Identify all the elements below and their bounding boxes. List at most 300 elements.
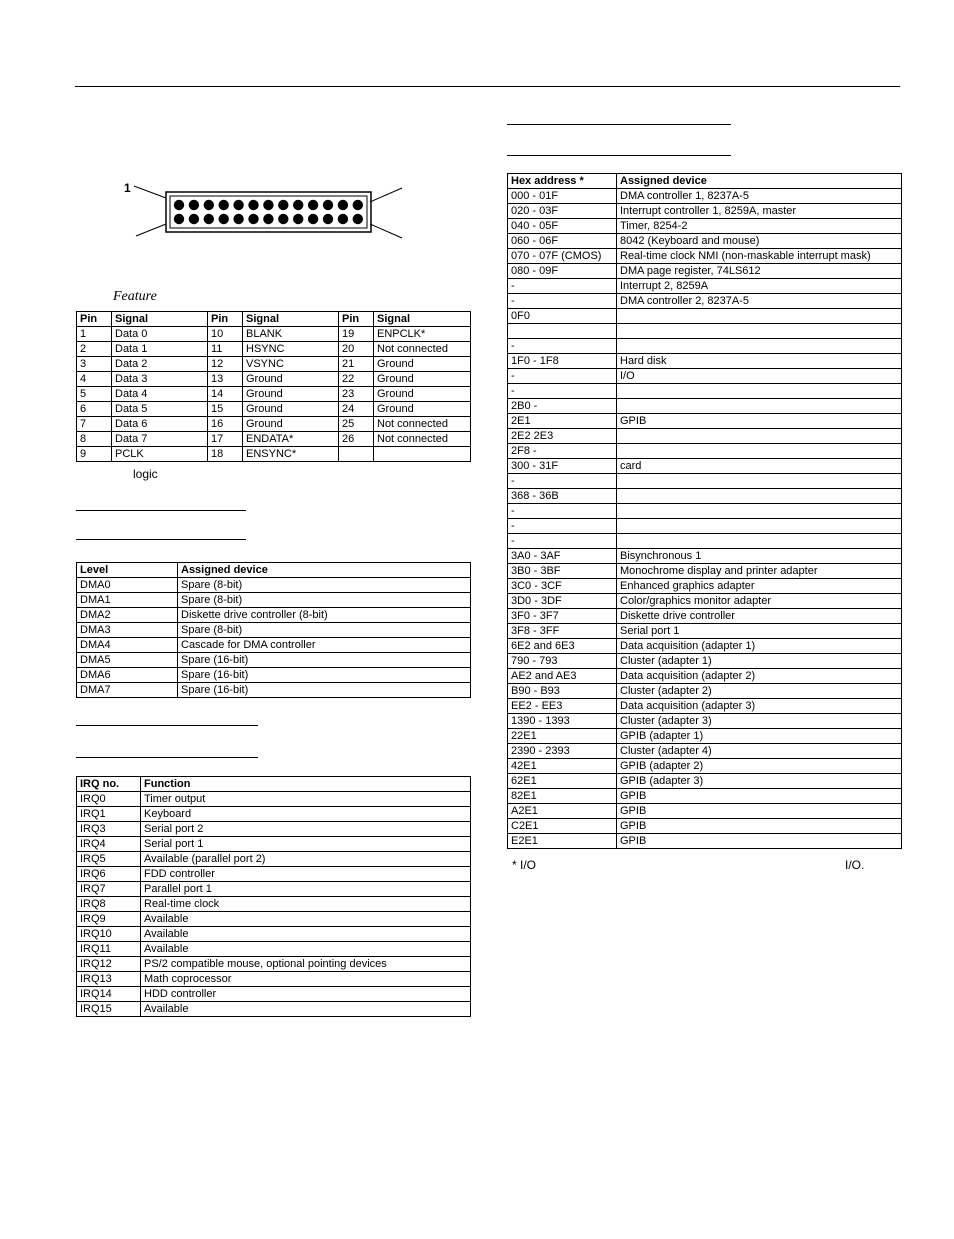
irq-cell: PS/2 compatible mouse, optional pointing devices	[141, 957, 471, 972]
table-row	[77, 1002, 471, 1017]
feature-cell: 16	[208, 417, 243, 432]
table-row	[508, 819, 902, 834]
io-cell: Data acquisition (adapter 1)	[617, 639, 902, 654]
io-cell: 000 - 01F	[508, 189, 617, 204]
table-row	[77, 927, 471, 942]
io-cell: GPIB (adapter 1)	[617, 729, 902, 744]
io-cell: Data acquisition (adapter 3)	[617, 699, 902, 714]
connector-pin	[293, 200, 303, 210]
io-cell: -	[508, 474, 617, 489]
io-cell: Interrupt 2, 8259A	[617, 279, 902, 294]
feature-header-row	[77, 312, 471, 327]
io-cell: 2E2 2E3	[508, 429, 617, 444]
feature-header-2: Pin	[208, 312, 243, 327]
io-cell: 3A0 - 3AF	[508, 549, 617, 564]
connector-pin	[338, 200, 348, 210]
table-row	[508, 249, 902, 264]
io-cell: DMA controller 2, 8237A-5	[617, 294, 902, 309]
io-cell	[617, 309, 902, 324]
io-cell: A2E1	[508, 804, 617, 819]
connector-pin	[204, 214, 214, 224]
io-cell: I/O	[617, 369, 902, 384]
dma-cell: DMA7	[77, 683, 178, 698]
table-row	[508, 804, 902, 819]
io-cell: -	[508, 519, 617, 534]
feature-cell: Data 7	[112, 432, 208, 447]
feature-cell: Ground	[243, 402, 339, 417]
table-row	[77, 608, 471, 623]
feature-cell: VSYNC	[243, 357, 339, 372]
feature-cell: 9	[77, 447, 112, 462]
dma-cell: DMA3	[77, 623, 178, 638]
irq-cell: Timer output	[141, 792, 471, 807]
connector-pin	[323, 214, 333, 224]
io-cell: E2E1	[508, 834, 617, 849]
table-row	[77, 357, 471, 372]
irq-cell: Available (parallel port 2)	[141, 852, 471, 867]
dma-cell: Spare (8-bit)	[178, 578, 471, 593]
feature-cell: 12	[208, 357, 243, 372]
dma-table	[76, 562, 471, 698]
connector-pin	[338, 214, 348, 224]
dma-cell: DMA4	[77, 638, 178, 653]
table-row	[508, 369, 902, 384]
io-cell: GPIB	[617, 804, 902, 819]
feature-cell: Data 2	[112, 357, 208, 372]
feature-cell: 7	[77, 417, 112, 432]
table-row	[508, 399, 902, 414]
table-row	[508, 339, 902, 354]
io-cell: Bisynchronous 1	[617, 549, 902, 564]
feature-cell: 1	[77, 327, 112, 342]
feature-cell: 6	[77, 402, 112, 417]
table-row	[77, 792, 471, 807]
table-row	[508, 669, 902, 684]
io-cell: DMA page register, 74LS612	[617, 264, 902, 279]
table-row	[508, 474, 902, 489]
feature-cell: 22	[339, 372, 374, 387]
feature-cell: 8	[77, 432, 112, 447]
connector-pin	[233, 200, 243, 210]
table-row	[77, 342, 471, 357]
table-row	[77, 867, 471, 882]
io-cell: 300 - 31F	[508, 459, 617, 474]
feature-cell: ENSYNC*	[243, 447, 339, 462]
irq-cell: IRQ12	[77, 957, 141, 972]
connector-pin	[308, 214, 318, 224]
table-row	[508, 324, 902, 339]
feature-cell: 5	[77, 387, 112, 402]
connector-pin	[278, 200, 288, 210]
feature-cell: Not connected	[374, 342, 471, 357]
table-row	[508, 729, 902, 744]
io-cell: 1F0 - 1F8	[508, 354, 617, 369]
table-row	[77, 327, 471, 342]
io-table	[507, 173, 902, 849]
feature-footnote: logic	[133, 467, 158, 481]
feature-cell: Ground	[374, 372, 471, 387]
io-cell: Monochrome display and printer adapter	[617, 564, 902, 579]
connector-pin	[248, 200, 258, 210]
feature-cell: Ground	[374, 402, 471, 417]
io-cell	[617, 519, 902, 534]
irq-cell: IRQ3	[77, 822, 141, 837]
io-header-row	[508, 174, 902, 189]
io-cell: 3B0 - 3BF	[508, 564, 617, 579]
feature-cell: 18	[208, 447, 243, 462]
irq-cell: IRQ10	[77, 927, 141, 942]
io-footnote-left: * I/O	[512, 858, 537, 872]
table-row	[508, 204, 902, 219]
io-cell: AE2 and AE3	[508, 669, 617, 684]
irq-cell: IRQ13	[77, 972, 141, 987]
dma-title-rule-2	[76, 539, 246, 540]
connector-pin	[233, 214, 243, 224]
table-row	[508, 234, 902, 249]
header-rule	[75, 86, 900, 87]
irq-table	[76, 776, 471, 1017]
io-cell: 790 - 793	[508, 654, 617, 669]
table-row	[77, 578, 471, 593]
irq-cell: IRQ5	[77, 852, 141, 867]
table-row	[508, 774, 902, 789]
irq-cell: IRQ8	[77, 897, 141, 912]
table-row	[77, 623, 471, 638]
table-row	[77, 897, 471, 912]
io-cell: GPIB (adapter 2)	[617, 759, 902, 774]
feature-cell: Data 5	[112, 402, 208, 417]
io-cell: Hard disk	[617, 354, 902, 369]
feature-cell: 25	[339, 417, 374, 432]
io-cell: Real-time clock NMI (non-maskable interrupt mask)	[617, 249, 902, 264]
irq-header-0: IRQ no.	[77, 777, 141, 792]
table-row	[508, 384, 902, 399]
table-row	[508, 519, 902, 534]
feature-cell: Ground	[374, 357, 471, 372]
table-row	[77, 837, 471, 852]
feature-cell: Data 4	[112, 387, 208, 402]
io-cell: Interrupt controller 1, 8259A, master	[617, 204, 902, 219]
io-cell: Cluster (adapter 1)	[617, 654, 902, 669]
io-header-0: Hex address *	[508, 174, 617, 189]
io-cell: 2F8 -	[508, 444, 617, 459]
feature-cell: Ground	[243, 372, 339, 387]
irq-cell: IRQ9	[77, 912, 141, 927]
connector-pin	[293, 214, 303, 224]
io-cell: GPIB (adapter 3)	[617, 774, 902, 789]
feature-cell: Data 0	[112, 327, 208, 342]
irq-cell: IRQ14	[77, 987, 141, 1002]
feature-cell: Not connected	[374, 417, 471, 432]
io-cell: 368 - 36B	[508, 489, 617, 504]
io-cell: 020 - 03F	[508, 204, 617, 219]
feature-cell	[374, 447, 471, 462]
connector-pin	[219, 200, 229, 210]
table-row	[77, 653, 471, 668]
connector-pin	[219, 214, 229, 224]
connector-pin	[174, 200, 184, 210]
connector-pin	[278, 214, 288, 224]
io-cell: Serial port 1	[617, 624, 902, 639]
pin-1-label: 1	[124, 181, 131, 195]
table-row	[508, 579, 902, 594]
io-cell: 82E1	[508, 789, 617, 804]
table-row	[508, 609, 902, 624]
connector-pin	[189, 214, 199, 224]
io-cell: -	[508, 369, 617, 384]
connector-pin	[323, 200, 333, 210]
dma-cell: DMA5	[77, 653, 178, 668]
table-row	[508, 459, 902, 474]
irq-cell: IRQ11	[77, 942, 141, 957]
table-row	[508, 624, 902, 639]
io-cell	[617, 504, 902, 519]
io-cell: GPIB	[617, 819, 902, 834]
feature-header-5: Signal	[374, 312, 471, 327]
io-cell: B90 - B93	[508, 684, 617, 699]
io-cell: -	[508, 384, 617, 399]
table-row	[508, 654, 902, 669]
dma-header-row	[77, 563, 471, 578]
table-row	[77, 593, 471, 608]
io-title-rule-1	[507, 124, 731, 125]
table-row	[508, 429, 902, 444]
io-cell	[617, 339, 902, 354]
irq-cell: Serial port 2	[141, 822, 471, 837]
feature-cell: 10	[208, 327, 243, 342]
connector-pin	[174, 214, 184, 224]
dma-cell: DMA0	[77, 578, 178, 593]
irq-cell: Parallel port 1	[141, 882, 471, 897]
irq-cell: IRQ7	[77, 882, 141, 897]
table-row	[77, 987, 471, 1002]
io-cell: EE2 - EE3	[508, 699, 617, 714]
io-cell	[617, 474, 902, 489]
table-row	[77, 447, 471, 462]
table-row	[508, 759, 902, 774]
feature-cell: 17	[208, 432, 243, 447]
feature-header-0: Pin	[77, 312, 112, 327]
feature-cell: Data 3	[112, 372, 208, 387]
io-cell: C2E1	[508, 819, 617, 834]
feature-cell: HSYNC	[243, 342, 339, 357]
irq-cell: Keyboard	[141, 807, 471, 822]
dma-cell: Spare (16-bit)	[178, 683, 471, 698]
feature-cell: ENDATA*	[243, 432, 339, 447]
io-cell: DMA controller 1, 8237A-5	[617, 189, 902, 204]
dma-title-rule-1	[76, 510, 246, 511]
io-cell	[617, 534, 902, 549]
table-row	[77, 912, 471, 927]
table-row	[77, 432, 471, 447]
io-cell: card	[617, 459, 902, 474]
io-cell	[617, 384, 902, 399]
io-cell	[617, 399, 902, 414]
irq-cell: Available	[141, 942, 471, 957]
table-row	[508, 219, 902, 234]
io-cell: 8042 (Keyboard and mouse)	[617, 234, 902, 249]
io-cell: 0F0	[508, 309, 617, 324]
irq-cell: Available	[141, 1002, 471, 1017]
table-row	[508, 744, 902, 759]
feature-cell: Ground	[243, 417, 339, 432]
table-row	[508, 489, 902, 504]
io-cell: Enhanced graphics adapter	[617, 579, 902, 594]
io-cell	[617, 444, 902, 459]
io-cell: -	[508, 294, 617, 309]
irq-title-rule-2	[76, 757, 258, 758]
io-cell: GPIB	[617, 834, 902, 849]
irq-cell: IRQ6	[77, 867, 141, 882]
feature-cell: BLANK	[243, 327, 339, 342]
feature-cell: Not connected	[374, 432, 471, 447]
feature-caption: Feature	[113, 289, 157, 304]
table-row	[508, 504, 902, 519]
feature-cell: PCLK	[112, 447, 208, 462]
table-row	[77, 882, 471, 897]
feature-cell: 24	[339, 402, 374, 417]
table-row	[77, 852, 471, 867]
feature-cell: Data 1	[112, 342, 208, 357]
io-cell: 6E2 and 6E3	[508, 639, 617, 654]
feature-cell: 3	[77, 357, 112, 372]
table-row	[77, 957, 471, 972]
irq-header-row	[77, 777, 471, 792]
irq-title-rule-1	[76, 725, 258, 726]
connector-pin	[263, 200, 273, 210]
irq-cell: IRQ4	[77, 837, 141, 852]
dma-cell: Spare (16-bit)	[178, 653, 471, 668]
table-row	[508, 309, 902, 324]
io-title-rule-2	[507, 155, 731, 156]
dma-cell: DMA2	[77, 608, 178, 623]
table-row	[508, 684, 902, 699]
irq-cell: Available	[141, 927, 471, 942]
feature-cell: 20	[339, 342, 374, 357]
feature-cell: 23	[339, 387, 374, 402]
table-row	[508, 534, 902, 549]
dma-cell: Diskette drive controller (8-bit)	[178, 608, 471, 623]
table-row	[508, 279, 902, 294]
table-row	[508, 414, 902, 429]
io-cell: 1390 - 1393	[508, 714, 617, 729]
feature-cell: 19	[339, 327, 374, 342]
table-row	[508, 564, 902, 579]
dma-header-1: Assigned device	[178, 563, 471, 578]
io-cell: 62E1	[508, 774, 617, 789]
io-cell: 3C0 - 3CF	[508, 579, 617, 594]
table-row	[77, 668, 471, 683]
table-row	[77, 638, 471, 653]
io-cell: 080 - 09F	[508, 264, 617, 279]
table-row	[77, 372, 471, 387]
table-row	[77, 972, 471, 987]
irq-cell: Math coprocessor	[141, 972, 471, 987]
connector-diagram	[130, 180, 410, 240]
feature-table	[76, 311, 471, 462]
io-cell: -	[508, 534, 617, 549]
io-cell: 42E1	[508, 759, 617, 774]
table-row	[508, 189, 902, 204]
io-cell	[617, 429, 902, 444]
connector-pin	[353, 214, 363, 224]
connector-pin	[263, 214, 273, 224]
io-cell	[617, 489, 902, 504]
io-cell: 040 - 05F	[508, 219, 617, 234]
irq-header-1: Function	[141, 777, 471, 792]
dma-cell: Spare (8-bit)	[178, 593, 471, 608]
dma-header-0: Level	[77, 563, 178, 578]
irq-cell: FDD controller	[141, 867, 471, 882]
connector-pin	[308, 200, 318, 210]
io-cell: -	[508, 339, 617, 354]
dma-cell: Spare (8-bit)	[178, 623, 471, 638]
irq-cell: Serial port 1	[141, 837, 471, 852]
feature-cell	[339, 447, 374, 462]
feature-cell: 4	[77, 372, 112, 387]
dma-cell: DMA1	[77, 593, 178, 608]
io-cell	[617, 324, 902, 339]
io-cell: 2390 - 2393	[508, 744, 617, 759]
io-cell: 2B0 -	[508, 399, 617, 414]
feature-cell: 15	[208, 402, 243, 417]
io-cell: -	[508, 279, 617, 294]
table-row	[77, 387, 471, 402]
table-row	[77, 402, 471, 417]
table-row	[508, 264, 902, 279]
io-cell: Cluster (adapter 4)	[617, 744, 902, 759]
dma-cell: Spare (16-bit)	[178, 668, 471, 683]
table-row	[508, 444, 902, 459]
table-row	[77, 822, 471, 837]
io-cell: Cluster (adapter 3)	[617, 714, 902, 729]
feature-cell: Data 6	[112, 417, 208, 432]
table-row	[508, 699, 902, 714]
table-row	[77, 683, 471, 698]
connector-pin	[189, 200, 199, 210]
table-row	[508, 789, 902, 804]
io-cell: 3F8 - 3FF	[508, 624, 617, 639]
feature-cell: 13	[208, 372, 243, 387]
feature-cell: 26	[339, 432, 374, 447]
irq-cell: Real-time clock	[141, 897, 471, 912]
io-cell: GPIB	[617, 789, 902, 804]
io-cell: 2E1	[508, 414, 617, 429]
io-header-1: Assigned device	[617, 174, 902, 189]
table-row	[77, 807, 471, 822]
table-row	[77, 942, 471, 957]
io-cell: Diskette drive controller	[617, 609, 902, 624]
feature-cell: ENPCLK*	[374, 327, 471, 342]
connector-pin	[353, 200, 363, 210]
io-cell: Data acquisition (adapter 2)	[617, 669, 902, 684]
io-cell: 060 - 06F	[508, 234, 617, 249]
table-row	[508, 639, 902, 654]
table-row	[508, 834, 902, 849]
io-cell	[508, 324, 617, 339]
feature-cell: 2	[77, 342, 112, 357]
irq-cell: IRQ0	[77, 792, 141, 807]
feature-header-1: Signal	[112, 312, 208, 327]
table-row	[508, 594, 902, 609]
irq-cell: Available	[141, 912, 471, 927]
irq-cell: IRQ15	[77, 1002, 141, 1017]
io-cell: 3F0 - 3F7	[508, 609, 617, 624]
io-cell: 22E1	[508, 729, 617, 744]
io-cell: -	[508, 504, 617, 519]
io-cell: Cluster (adapter 2)	[617, 684, 902, 699]
io-cell: Timer, 8254-2	[617, 219, 902, 234]
